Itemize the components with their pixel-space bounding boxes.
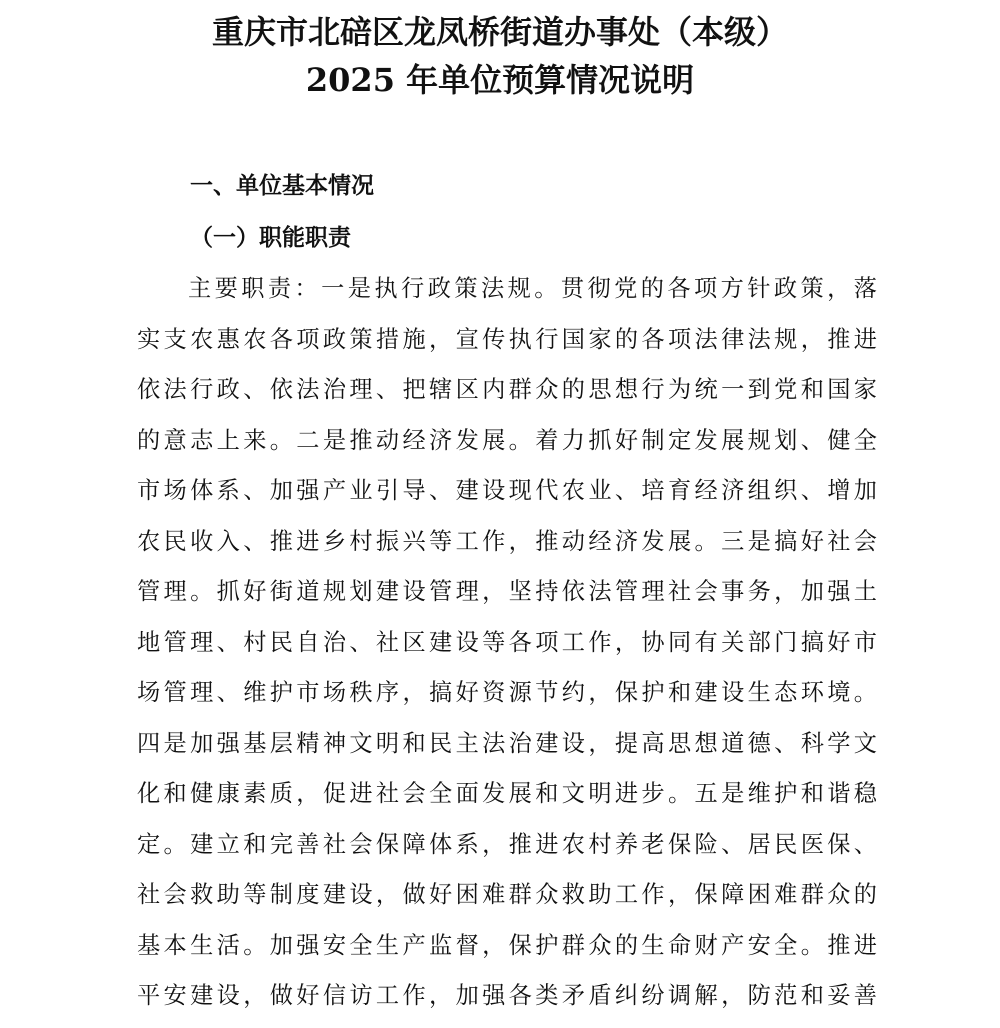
body-line: 社会救助等制度建设，做好困难群众救助工作，保障困难群众的 (137, 881, 877, 908)
body-paragraph (137, 270, 877, 1028)
body-line: 基本生活。加强安全生产监督，保护群众的生命财产安全。推进 (137, 931, 877, 959)
body-line: 依法行政、依法治理、把辖区内群众的思想行为统一到党和国家 (137, 376, 877, 403)
body-line: 平安建设，做好信访工作，加强各类矛盾纠纷调解，防范和妥善 (137, 982, 877, 1009)
body-line: 主要职责：一是执行政策法规。贯彻党的各项方针政策，落 (188, 275, 877, 302)
body-line: 农民收入、推进乡村振兴等工作，推动经济发展。三是搞好社会 (137, 527, 877, 555)
body-line: 市场体系、加强产业引导、建设现代农业、培育经济组织、增加 (137, 477, 877, 504)
subsection-heading: （一）职能职责 (190, 225, 351, 251)
document-title-line-2: 2025 年单位预算情况说明 (305, 61, 695, 99)
body-line: 地管理、村民自治、社区建设等各项工作，协同有关部门搞好市 (137, 628, 877, 656)
body-line: 管理。抓好街道规划建设管理，坚持依法管理社会事务，加强土 (137, 578, 877, 605)
body-line: 定。建立和完善社会保障体系，推进农村养老保险、居民医保、 (137, 830, 877, 858)
body-line: 化和健康素质，促进社会全面发展和文明进步。五是维护和谐稳 (137, 780, 877, 807)
document-title-line-1: 重庆市北碚区龙凤桥街道办事处（本级） (211, 13, 788, 51)
section-heading: 一、单位基本情况 (190, 173, 374, 199)
body-line: 四是加强基层精神文明和民主法治建设，提高思想道德、科学文 (137, 729, 877, 757)
body-line: 场管理、维护市场秩序，搞好资源节约，保护和建设生态环境。 (137, 679, 877, 706)
body-line: 实支农惠农各项政策措施，宣传执行国家的各项法律法规，推进 (137, 325, 877, 353)
body-line: 的意志上来。二是推动经济发展。着力抓好制定发展规划、健全 (137, 426, 877, 454)
